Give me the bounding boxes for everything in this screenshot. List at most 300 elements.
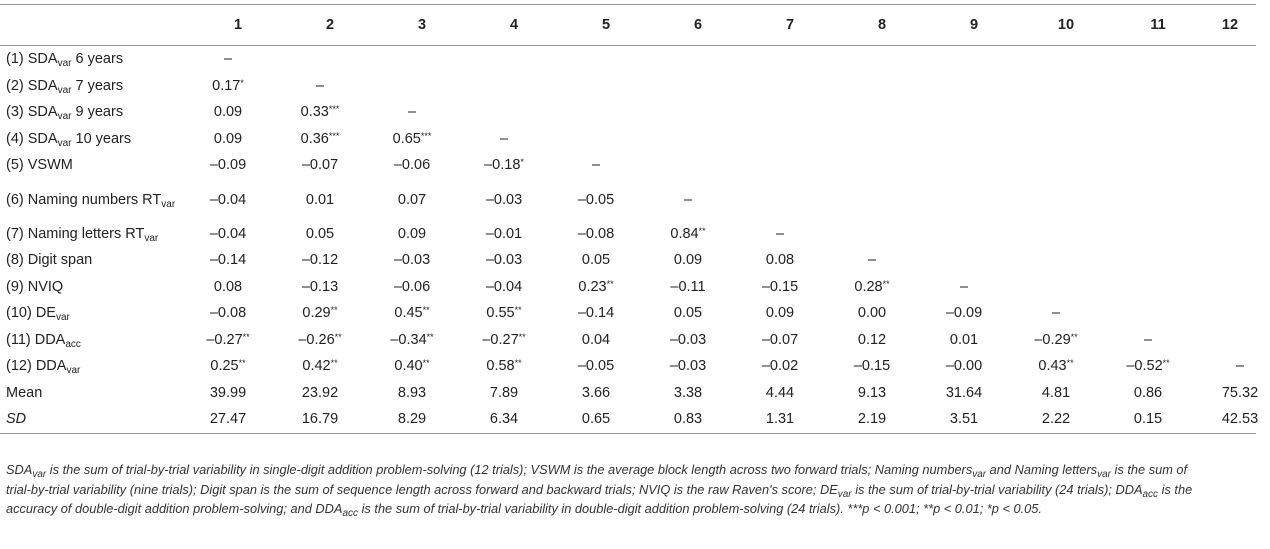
table-cell bbox=[376, 152, 468, 179]
table-cell bbox=[468, 73, 560, 100]
table-row bbox=[0, 99, 1256, 126]
cell-number: – bbox=[591, 157, 601, 174]
row-label-text: (3) SDA bbox=[6, 104, 58, 121]
cell-number: 0.15 bbox=[1133, 411, 1163, 428]
cell-value bbox=[1210, 358, 1270, 374]
table-cell bbox=[836, 274, 928, 301]
table-cell bbox=[928, 327, 1020, 354]
cell-value bbox=[566, 305, 626, 321]
table-cell bbox=[1204, 179, 1256, 221]
table-header bbox=[0, 5, 1256, 46]
cell-number: –0.03 bbox=[669, 358, 707, 375]
table-cell bbox=[468, 152, 560, 179]
cell-number: 0.04 bbox=[581, 331, 611, 348]
table-cell bbox=[376, 99, 468, 126]
significance-marker: ** bbox=[1070, 331, 1078, 342]
table-cell bbox=[192, 300, 284, 327]
table-cell bbox=[744, 46, 836, 73]
significance-marker: ** bbox=[882, 278, 890, 289]
table-cell bbox=[836, 380, 928, 407]
cell-value bbox=[934, 332, 994, 348]
table-cell bbox=[1020, 99, 1112, 126]
significance-marker: ** bbox=[514, 305, 522, 316]
significance-marker: * bbox=[240, 77, 244, 88]
table-cell bbox=[928, 274, 1020, 301]
table-cell bbox=[560, 221, 652, 248]
row-label bbox=[0, 380, 192, 407]
table-cell bbox=[560, 179, 652, 221]
table-cell bbox=[652, 73, 744, 100]
row-label-suffix: 6 years bbox=[71, 51, 124, 68]
cell-value bbox=[658, 279, 718, 295]
cell-value bbox=[198, 358, 258, 374]
cell-number: 3.38 bbox=[673, 384, 703, 401]
table-cell bbox=[560, 327, 652, 354]
cell-value bbox=[198, 385, 258, 401]
table-cell bbox=[376, 46, 468, 73]
cell-value bbox=[382, 411, 442, 427]
table-cell bbox=[744, 152, 836, 179]
table-cell bbox=[284, 274, 376, 301]
table-cell bbox=[560, 247, 652, 274]
cell-value bbox=[1026, 385, 1086, 401]
table-cell bbox=[1204, 327, 1256, 354]
table-row bbox=[0, 152, 1256, 179]
cell-number: –0.27 bbox=[206, 331, 243, 348]
cell-value bbox=[566, 358, 626, 374]
row-label-suffix: 10 years bbox=[71, 130, 132, 147]
table-cell bbox=[928, 353, 1020, 380]
row-label-subscript: var bbox=[57, 84, 72, 96]
cell-number: 0.23 bbox=[578, 278, 607, 295]
cell-number: 0.09 bbox=[213, 104, 243, 121]
cell-number: 39.99 bbox=[209, 384, 247, 401]
table-cell bbox=[376, 179, 468, 221]
cell-number: 3.51 bbox=[949, 411, 979, 428]
table-cell bbox=[1204, 46, 1256, 73]
cell-value bbox=[750, 332, 810, 348]
cell-number: 0.08 bbox=[765, 252, 795, 269]
cell-value bbox=[934, 411, 994, 427]
cell-value bbox=[382, 332, 442, 348]
cell-value bbox=[1118, 385, 1178, 401]
table-cell bbox=[1204, 380, 1259, 407]
cell-value bbox=[198, 226, 258, 242]
cell-number: –0.08 bbox=[209, 305, 247, 322]
table-cell bbox=[468, 300, 560, 327]
cell-number: 0.07 bbox=[397, 191, 427, 208]
cell-value bbox=[842, 279, 902, 295]
cell-value bbox=[566, 157, 626, 173]
row-label-text: (12) DDA bbox=[6, 358, 67, 375]
table-cell bbox=[1112, 353, 1204, 380]
cell-value bbox=[1026, 358, 1086, 374]
cell-value bbox=[658, 305, 718, 321]
cell-value bbox=[1026, 305, 1086, 321]
cell-number: 0.29 bbox=[302, 305, 331, 322]
table-row bbox=[0, 327, 1256, 354]
cell-number: 0.55 bbox=[486, 305, 515, 322]
cell-number: –0.06 bbox=[393, 278, 431, 295]
significance-marker: ** bbox=[426, 331, 434, 342]
cell-value bbox=[750, 411, 810, 427]
footnote-subscript: var bbox=[1097, 469, 1111, 480]
row-label bbox=[0, 73, 192, 100]
cell-value bbox=[842, 332, 902, 348]
table-cell bbox=[1020, 406, 1112, 433]
table-cell bbox=[1204, 274, 1256, 301]
cell-number: –0.26 bbox=[298, 331, 335, 348]
table-cell bbox=[928, 380, 1020, 407]
table-cell bbox=[1112, 99, 1204, 126]
cell-value bbox=[842, 252, 902, 268]
column-header: 11 bbox=[1112, 5, 1204, 46]
table-cell bbox=[376, 406, 468, 433]
table-row bbox=[0, 353, 1256, 380]
table-cell bbox=[1112, 221, 1204, 248]
table-cell bbox=[1020, 126, 1112, 153]
footnote-text: is the sum of trial-by-trial variability (nine trials); Digit span is the sum of sequence length across forward and backward trials; NVIQ is the raw Raven's score; DE bbox=[6, 462, 1188, 497]
row-label bbox=[0, 406, 192, 433]
table-row bbox=[0, 179, 1256, 221]
table-cell bbox=[1204, 247, 1256, 274]
table-cell bbox=[468, 179, 560, 221]
cell-value bbox=[474, 279, 534, 295]
table-cell bbox=[744, 247, 836, 274]
cell-number: –0.05 bbox=[577, 358, 615, 375]
cell-number: –0.07 bbox=[301, 157, 339, 174]
row-label-suffix: 9 years bbox=[71, 104, 124, 121]
cell-number: –0.12 bbox=[301, 252, 339, 269]
cell-number: –0.06 bbox=[393, 157, 431, 174]
cell-number: –0.01 bbox=[485, 225, 523, 242]
significance-marker: ** bbox=[238, 358, 246, 369]
cell-number: –0.09 bbox=[945, 305, 983, 322]
table-cell bbox=[284, 406, 376, 433]
cell-value bbox=[750, 305, 810, 321]
table-cell bbox=[836, 247, 928, 274]
table-cell bbox=[1020, 73, 1112, 100]
table-cell bbox=[1112, 179, 1204, 221]
table-cell bbox=[836, 406, 928, 433]
cell-number: 0.00 bbox=[857, 305, 887, 322]
table-cell bbox=[1112, 126, 1204, 153]
table-footnote bbox=[6, 460, 1194, 519]
row-label-text: (5) VSWM bbox=[6, 157, 73, 174]
cell-number: 0.65 bbox=[581, 411, 611, 428]
table-cell bbox=[1204, 300, 1256, 327]
table-cell bbox=[1112, 327, 1204, 354]
cell-value bbox=[1210, 385, 1270, 401]
significance-marker: ** bbox=[518, 331, 526, 342]
table-cell bbox=[928, 247, 1020, 274]
cell-number: –0.04 bbox=[485, 278, 523, 295]
table-cell bbox=[652, 126, 744, 153]
significance-marker: ** bbox=[698, 225, 706, 236]
table-cell bbox=[468, 99, 560, 126]
cell-number: 0.09 bbox=[213, 130, 243, 147]
table-cell bbox=[928, 73, 1020, 100]
cell-number: 0.28 bbox=[854, 278, 883, 295]
significance-marker: ** bbox=[330, 358, 338, 369]
cell-value bbox=[1026, 411, 1086, 427]
table-cell bbox=[560, 380, 652, 407]
table-cell bbox=[560, 73, 652, 100]
column-header: 8 bbox=[836, 5, 928, 46]
row-label-suffix: 7 years bbox=[71, 77, 124, 94]
footnote-subscript: var bbox=[32, 469, 47, 480]
table-cell bbox=[560, 406, 652, 433]
table-cell bbox=[560, 46, 652, 73]
cell-value bbox=[290, 226, 350, 242]
table-cell bbox=[1112, 406, 1204, 433]
table-cell bbox=[1204, 221, 1256, 248]
correlation-table bbox=[0, 4, 1259, 434]
cell-value bbox=[750, 385, 810, 401]
table-cell bbox=[744, 380, 836, 407]
row-label-text: Mean bbox=[6, 384, 43, 401]
table-cell bbox=[744, 327, 836, 354]
row-label bbox=[0, 247, 192, 274]
footnote-subscript: acc bbox=[342, 508, 359, 519]
table-cell bbox=[1020, 353, 1112, 380]
table-row bbox=[0, 126, 1256, 153]
table-cell bbox=[468, 221, 560, 248]
cell-number: 23.92 bbox=[301, 384, 339, 401]
row-label-text: SD bbox=[6, 411, 27, 428]
table-cell bbox=[652, 327, 744, 354]
table-cell bbox=[468, 406, 560, 433]
cell-value bbox=[750, 252, 810, 268]
table-cell bbox=[376, 327, 468, 354]
cell-value bbox=[474, 332, 534, 348]
table-cell bbox=[560, 353, 652, 380]
header-row bbox=[0, 5, 1256, 46]
cell-value bbox=[658, 411, 718, 427]
cell-value bbox=[474, 131, 534, 147]
cell-value bbox=[566, 192, 626, 208]
cell-value bbox=[382, 104, 442, 120]
cell-value bbox=[474, 358, 534, 374]
table-cell bbox=[836, 73, 928, 100]
table-cell bbox=[376, 380, 468, 407]
cell-value bbox=[382, 385, 442, 401]
cell-number: – bbox=[959, 278, 969, 295]
significance-marker: ** bbox=[422, 358, 430, 369]
cell-number: 0.58 bbox=[486, 358, 515, 375]
cell-value bbox=[1026, 332, 1086, 348]
table-cell bbox=[1112, 73, 1204, 100]
table-row bbox=[0, 300, 1256, 327]
cell-number: – bbox=[775, 225, 785, 242]
cell-number: 0.33 bbox=[300, 104, 329, 121]
table-cell bbox=[836, 221, 928, 248]
cell-number: –0.29 bbox=[1034, 331, 1071, 348]
row-label-subscript: acc bbox=[65, 338, 81, 350]
table-cell bbox=[1204, 126, 1256, 153]
cell-value bbox=[382, 131, 442, 147]
table-cell bbox=[928, 46, 1020, 73]
row-label-subscript: var bbox=[66, 365, 81, 377]
cell-number: –0.02 bbox=[761, 358, 799, 375]
row-label-subscript: var bbox=[55, 312, 70, 324]
cell-number: 0.45 bbox=[394, 305, 423, 322]
table-cell bbox=[468, 46, 560, 73]
cell-value bbox=[382, 226, 442, 242]
table-row bbox=[0, 247, 1256, 274]
table-cell bbox=[928, 300, 1020, 327]
table-row bbox=[0, 73, 1256, 100]
cell-value bbox=[290, 131, 350, 147]
column-header: 1 bbox=[192, 5, 284, 46]
cell-value bbox=[198, 157, 258, 173]
table-cell bbox=[652, 99, 744, 126]
table-cell bbox=[284, 247, 376, 274]
cell-value bbox=[198, 411, 258, 427]
cell-value bbox=[1118, 332, 1178, 348]
cell-number: – bbox=[1051, 305, 1061, 322]
table-cell bbox=[836, 99, 928, 126]
row-label-subscript: var bbox=[57, 58, 72, 70]
cell-number: – bbox=[223, 51, 233, 68]
cell-value bbox=[474, 192, 534, 208]
cell-number: – bbox=[867, 252, 877, 269]
table-cell bbox=[1112, 380, 1204, 407]
footnote-subscript: acc bbox=[1142, 488, 1159, 500]
cell-number: 0.84 bbox=[670, 225, 699, 242]
significance-marker: ** bbox=[334, 331, 342, 342]
footnote-text: is the sum of trial-by-trial variability (24 trials); DDA bbox=[851, 481, 1143, 497]
cell-value bbox=[658, 332, 718, 348]
significance-marker: *** bbox=[328, 130, 340, 141]
cell-number: 0.43 bbox=[1038, 358, 1067, 375]
cell-number: –0.15 bbox=[853, 358, 891, 375]
cell-value bbox=[382, 252, 442, 268]
significance-marker: *** bbox=[328, 104, 340, 115]
significance-marker: ** bbox=[242, 331, 250, 342]
row-label bbox=[0, 126, 192, 153]
table-cell bbox=[836, 126, 928, 153]
cell-value bbox=[842, 305, 902, 321]
table-cell bbox=[836, 327, 928, 354]
table-cell bbox=[192, 46, 284, 73]
row-label-text: (7) Naming letters RT bbox=[6, 225, 145, 242]
cell-value bbox=[1118, 411, 1178, 427]
cell-number: 0.01 bbox=[305, 191, 335, 208]
row-label bbox=[0, 327, 192, 354]
table-cell bbox=[192, 327, 284, 354]
cell-number: 0.08 bbox=[213, 278, 243, 295]
cell-value bbox=[842, 385, 902, 401]
cell-value bbox=[474, 157, 534, 173]
table-cell bbox=[1204, 406, 1259, 433]
cell-value bbox=[198, 305, 258, 321]
table-cell bbox=[652, 152, 744, 179]
cell-number: –0.03 bbox=[485, 191, 523, 208]
cell-value bbox=[934, 305, 994, 321]
table-cell bbox=[468, 380, 560, 407]
significance-marker: *** bbox=[420, 130, 432, 141]
significance-marker: ** bbox=[1066, 358, 1074, 369]
cell-number: 9.13 bbox=[857, 384, 887, 401]
row-label-text: (1) SDA bbox=[6, 51, 58, 68]
cell-number: –0.11 bbox=[670, 278, 706, 295]
cell-value bbox=[658, 226, 718, 242]
cell-value bbox=[658, 385, 718, 401]
row-label-text: (10) DE bbox=[6, 305, 56, 322]
cell-number: 0.09 bbox=[765, 305, 795, 322]
cell-value bbox=[842, 358, 902, 374]
table-row bbox=[0, 406, 1256, 433]
table-cell bbox=[468, 274, 560, 301]
cell-number: –0.13 bbox=[301, 278, 339, 295]
cell-value bbox=[382, 358, 442, 374]
table-cell bbox=[652, 300, 744, 327]
row-label bbox=[0, 300, 192, 327]
cell-value bbox=[474, 226, 534, 242]
cell-number: 42.53 bbox=[1221, 411, 1259, 428]
table-cell bbox=[744, 300, 836, 327]
table-body bbox=[0, 46, 1259, 434]
table-cell bbox=[1204, 353, 1256, 380]
cell-value bbox=[658, 358, 718, 374]
cell-number: 3.66 bbox=[581, 384, 611, 401]
cell-value bbox=[290, 157, 350, 173]
row-label-subscript: var bbox=[161, 198, 176, 210]
cell-value bbox=[198, 51, 258, 67]
table-cell bbox=[468, 353, 560, 380]
cell-value bbox=[566, 385, 626, 401]
header-corner bbox=[0, 5, 192, 46]
table-cell bbox=[836, 353, 928, 380]
row-label-subscript: var bbox=[144, 232, 159, 244]
table-cell bbox=[836, 300, 928, 327]
cell-number: 0.25 bbox=[210, 358, 239, 375]
cell-value bbox=[658, 252, 718, 268]
table-cell bbox=[192, 73, 284, 100]
cell-number: 16.79 bbox=[301, 411, 339, 428]
row-label-text: (8) Digit span bbox=[6, 252, 93, 269]
cell-number: – bbox=[1143, 331, 1153, 348]
table-cell bbox=[1020, 247, 1112, 274]
cell-value bbox=[934, 279, 994, 295]
table-cell bbox=[284, 327, 376, 354]
table-cell bbox=[468, 327, 560, 354]
cell-value bbox=[566, 226, 626, 242]
table-cell bbox=[192, 380, 284, 407]
table-cell bbox=[744, 99, 836, 126]
cell-number: –0.04 bbox=[209, 225, 247, 242]
cell-value bbox=[198, 104, 258, 120]
row-label-text: (9) NVIQ bbox=[6, 278, 64, 295]
cell-number: – bbox=[1235, 358, 1245, 375]
row-label-text: (4) SDA bbox=[6, 130, 58, 147]
significance-marker: ** bbox=[1162, 358, 1170, 369]
column-header: 6 bbox=[652, 5, 744, 46]
row-label bbox=[0, 152, 192, 179]
table-cell bbox=[928, 406, 1020, 433]
cell-value bbox=[750, 358, 810, 374]
table-cell bbox=[284, 152, 376, 179]
table-cell bbox=[560, 99, 652, 126]
cell-value bbox=[198, 192, 258, 208]
table-row bbox=[0, 380, 1256, 407]
table-cell bbox=[284, 380, 376, 407]
cell-number: –0.03 bbox=[485, 252, 523, 269]
table-cell bbox=[284, 179, 376, 221]
cell-value bbox=[658, 192, 718, 208]
table-cell bbox=[560, 126, 652, 153]
